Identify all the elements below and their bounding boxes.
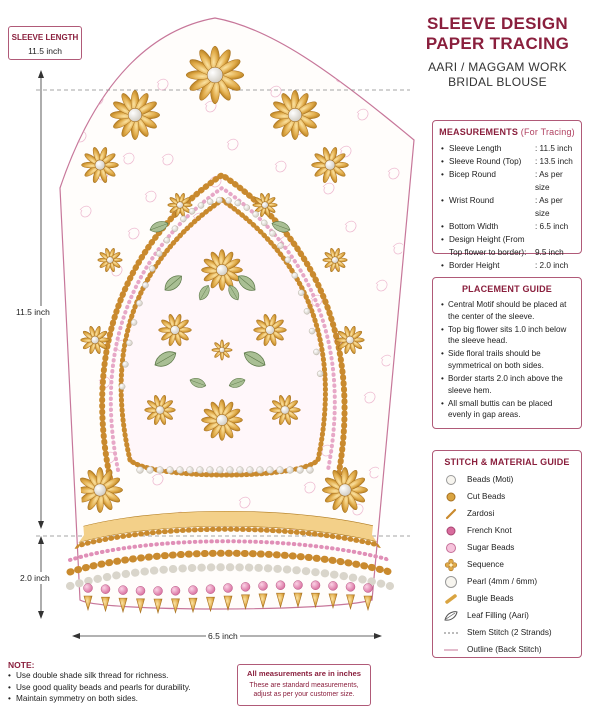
measurement-row [441,246,575,259]
stitch-item-label: Stem Stitch (2 Strands) [467,628,552,637]
measurement-value: : 6.5 inch [535,222,569,231]
arch-pearl [298,290,304,296]
arch-pearl [207,199,213,205]
measurement-key: Design Height (From [449,235,525,244]
arch-pearl [126,340,132,346]
footnote-line3: adjust as per your customer size. [253,691,355,698]
arch-pearl [198,202,204,208]
arch-pearl [317,371,323,377]
stitch-item-label: Leaf Filling (Aari) [467,611,529,620]
dimension-total-length: 11.5 inch [16,307,50,317]
page-title-line1: SLEEVE DESIGN [427,14,568,33]
arch-pearl [177,467,184,474]
zardosi-icon [443,507,459,521]
leaf-icon [443,609,459,623]
arch-pearl [189,208,195,214]
hem-sugar-bead [329,581,338,590]
hem-sugar-bead [259,581,268,590]
arch-pearl [261,220,267,226]
hem-sugar-bead [241,582,250,591]
stitch-item-label: French Knot [467,526,512,535]
placement-guide-list [433,294,581,421]
placement-item: • Top big flower sits 1.0 inch below the sleeve head. [441,324,575,347]
arch-pearl [267,467,274,474]
sequence-icon [443,558,459,572]
arch-pearl [277,243,283,249]
measurement-row: • Design Height (From [441,233,575,246]
arch-pearl [131,319,137,325]
stitch-item [443,488,577,505]
stitch-item [443,641,577,658]
lace-swirl [335,71,346,82]
arch-pearl [247,467,254,474]
arch-pearl [292,273,298,279]
measurements-title [433,121,581,137]
stitch-item [443,539,577,556]
stitch-item-label: Sequence [467,560,504,569]
arch-pearl [156,251,162,257]
lace-swirl [109,57,120,68]
placement-item: • All small buttis can be placed evenly in gap areas. [441,398,575,421]
hem-sugar-bead [154,587,163,596]
measurements-title-text: MEASUREMENTS [439,127,519,137]
stitch-item-label: Outline (Back Stitch) [467,645,542,654]
arch-pearl [307,467,314,474]
arch-pearl [297,467,304,474]
stitch-item [443,471,577,488]
measurements-list [433,137,581,272]
arch-pearl [313,349,319,355]
measurement-row: • Sleeve Round (Top) : 13.5 inch [441,155,575,168]
note-list [8,670,228,705]
hem-sugar-bead [119,586,128,595]
measurement-row: • Border Height : 2.0 inch [441,259,575,272]
measurement-value: : As per size [535,196,563,218]
measurement-row: • Bottom Width : 6.5 inch [441,220,575,233]
arch-pearl [207,467,214,474]
footnote-box [237,664,371,706]
dimension-bottom-width: 6.5 inch [208,631,238,641]
measurement-value: : 13.5 inch [535,157,573,166]
placement-guide-title: PLACEMENT GUIDE [461,284,552,294]
placement-item: • Central Motif should be placed at the center of the sleeve. [441,299,575,322]
measurement-row: • Wrist Round : As per size [441,194,575,220]
stitch-material-panel [432,450,582,658]
page-subtitle-line1: AARI / MAGGAM WORK [428,60,567,74]
measurement-value: : 11.5 inch [535,144,573,153]
note-item: • Use double shade silk thread for richness. [8,670,228,682]
arch-pearl [172,226,178,232]
sugar-bead-icon [443,541,459,555]
measurement-key: Wrist Round [449,196,494,205]
measurement-key: Sleeve Length [449,144,502,153]
measurement-value: 9.5 inch [535,248,564,257]
sleeve-length-label: SLEEVE LENGTH [11,33,79,42]
hem-sugar-bead [346,582,355,591]
sleeve-length-box [8,26,82,60]
stitch-item [443,607,577,624]
measurement-row: • Bicep Round : As per size [441,168,575,194]
stem-stitch-icon [443,626,459,640]
bead-icon [443,473,459,487]
french-knot-icon [443,524,459,538]
arch-pearl [277,467,284,474]
stitch-item-label: Sugar Beads [467,543,515,552]
measurement-key: Bottom Width [449,222,499,231]
arch-pearl [167,467,174,474]
footnote-line2: These are standard measurements, [249,682,359,689]
arch-pearl [136,300,142,306]
hem-sugar-bead [294,581,303,590]
stitch-item [443,522,577,539]
arch-pearl [137,467,144,474]
arch-pearl [285,257,291,263]
arch-pearl [244,205,250,211]
note-item: • Use good quality beads and pearls for durability. [8,682,228,694]
note-item: • Maintain symmetry on both sides. [8,693,228,705]
arch-pearl [197,467,204,474]
arch-pearl [122,361,128,367]
footnote-line1: All measurements are in inches [247,669,361,678]
arch-pearl [187,467,194,474]
arch-pearl [237,467,244,474]
sleeve-length-value: 11.5 inch [28,46,62,56]
arch-pearl [253,211,259,217]
arch-pearl [164,237,170,243]
hem-sugar-bead [206,585,215,594]
arch-pearl [216,197,222,203]
measurement-value: : As per size [535,170,563,192]
stitch-material-list [433,467,581,658]
placement-item: • Side floral trails should be symmetrical on both sides. [441,348,575,371]
stitch-item-label: Pearl (4mm / 6mm) [467,577,538,586]
arch-pearl [119,384,125,390]
stitch-material-title: STITCH & MATERIAL GUIDE [444,457,570,467]
hem-sugar-bead [171,586,180,595]
measurement-key: Top flower to border): [449,248,527,257]
arch-pearl [226,198,232,204]
hem-sugar-bead [84,584,93,593]
hem-sugar-bead [311,581,320,590]
lace-swirl [374,72,385,83]
arch-pearl [287,467,294,474]
stitch-item [443,505,577,522]
arch-pearl [142,282,148,288]
pearl-icon [443,575,459,589]
cut-bead-icon [443,490,459,504]
bugle-bead-icon [443,592,459,606]
measurement-key: Sleeve Round (Top) [449,157,522,166]
stitch-item-label: Bugle Beads [467,594,514,603]
measurement-key: Bicep Round [449,170,496,179]
hem-drop [364,596,372,610]
title-block [400,14,595,90]
measurement-value [525,233,575,246]
stitch-item-label: Cut Beads [467,492,506,501]
stitch-item-label: Beads (Moti) [467,475,514,484]
outline-stitch-icon [443,643,459,657]
dimension-border-height: 2.0 inch [20,573,50,583]
hem-sugar-bead [136,586,145,595]
arch-pearl [149,266,155,272]
stitch-item-label: Zardosi [467,509,495,518]
hem-sugar-bead [101,585,110,594]
placement-item: • Border starts 2.0 inch above the sleeve hem. [441,373,575,396]
measurement-row: • Sleeve Length : 11.5 inch [441,142,575,155]
arch-pearl [257,467,264,474]
arch-pearl [180,216,186,222]
hem-sugar-bead [224,584,233,593]
hem-sugar-bead [189,586,198,595]
arch-pearl [235,200,241,206]
arch-pearl [309,328,315,334]
arch-pearl [157,467,164,474]
arch-pearl [270,230,276,236]
page-subtitle-line2: BRIDAL BLOUSE [448,75,547,89]
stitch-item [443,556,577,573]
arch-pearl [227,467,234,474]
hem-sugar-bead [276,581,285,590]
measurements-panel [432,120,582,270]
stitch-item [443,624,577,641]
page-title-line2: PAPER TRACING [425,34,570,53]
measurements-title-sub: (For Tracing) [520,127,575,137]
stitch-item [443,573,577,590]
embroidery-flower [212,340,233,361]
placement-guide-panel [432,277,582,429]
measurement-value: : 2.0 inch [535,261,569,270]
arch-pearl [304,308,310,314]
measurement-key: Border Height [449,261,500,270]
note-title: NOTE: [8,660,35,670]
lace-swirl [398,318,409,329]
arch-pearl [217,467,224,474]
stitch-item [443,590,577,607]
hem-sugar-bead [364,584,373,593]
note-block [8,660,228,705]
arch-pearl [147,467,154,474]
